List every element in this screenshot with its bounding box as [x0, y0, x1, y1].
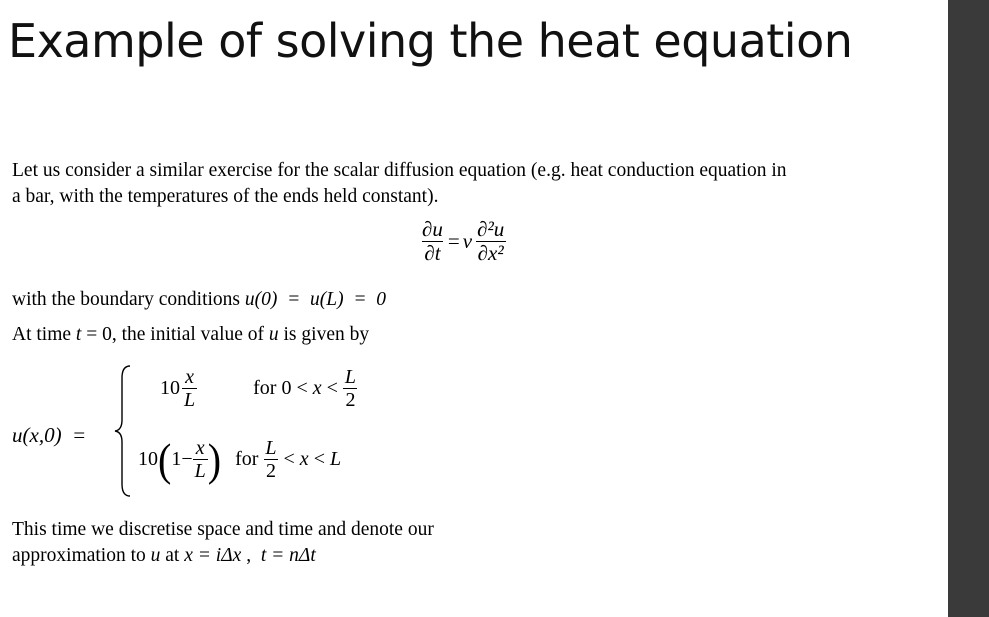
equals-sign: =	[447, 229, 460, 254]
piecewise-lhs: u(x,0) =	[12, 423, 87, 447]
boundary-prefix: with the boundary conditions	[12, 289, 245, 310]
boundary-conditions-line	[12, 287, 386, 313]
piecewise-case-2: 10 ( 1− $\frac{x}{L}$ ) for $\frac{L}{2}$ < x < L	[138, 433, 342, 485]
boundary-expression: u(0) = u(L) = 0	[244, 289, 387, 310]
heat-equation	[420, 218, 506, 265]
initial-condition-line: At time t = 0, the initial value of u is given by	[12, 324, 370, 345]
time-derivative: $\frac{\partial u}{\partial t}$	[422, 217, 443, 266]
left-brace-icon	[112, 364, 134, 498]
space-second-derivative: $\frac{\text{∂²u}}{\text{∂x²}}$	[477, 217, 505, 266]
paragraph-discretise-line1: This time we discretise space and time and denote our	[12, 519, 434, 540]
paragraph-discretise-line2: approximation to u at x = iΔx , t = nΔt	[12, 545, 316, 566]
slide-title: Example of solving the heat equation	[8, 14, 853, 68]
paragraph-intro-line1: Let us consider a similar exercise for the scalar diffusion equation (e.g. heat conduction equation in	[12, 160, 787, 181]
paragraph-intro-line2: a bar, with the temperatures of the ends held constant).	[12, 186, 439, 207]
piecewise-case-1: 10 $\frac{x}{L}$ for 0 < x < $\frac{L}{2}$	[160, 366, 357, 411]
scrollbar-panel[interactable]	[948, 0, 989, 617]
diffusion-coefficient: ν	[462, 229, 473, 254]
